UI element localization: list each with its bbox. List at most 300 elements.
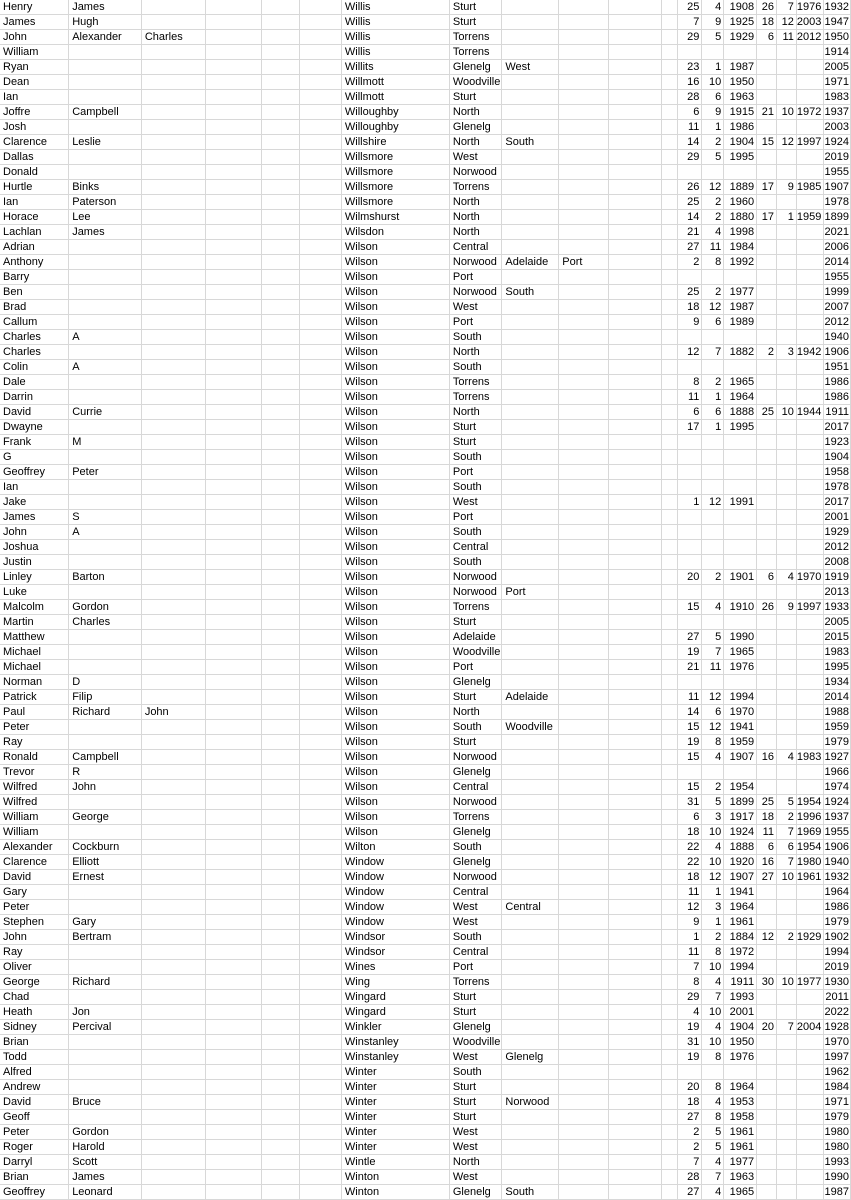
empty-cell[interactable] [299, 825, 341, 840]
empty-cell[interactable] [608, 405, 661, 420]
year2-cell[interactable] [796, 510, 823, 525]
empty-cell[interactable] [206, 465, 262, 480]
empty-cell[interactable] [661, 1155, 677, 1170]
third-name-cell[interactable] [141, 90, 206, 105]
final-year-cell[interactable]: 1983 [824, 646, 849, 658]
year2-cell[interactable] [796, 630, 823, 645]
month2-cell[interactable] [776, 555, 796, 570]
empty-cell[interactable] [206, 525, 262, 540]
district1-cell[interactable]: Sturt [449, 690, 502, 705]
final-year-cell[interactable]: 1979 [824, 736, 849, 748]
third-name-cell[interactable] [141, 690, 206, 705]
empty-cell[interactable] [206, 825, 262, 840]
day1-cell[interactable]: 7 [677, 960, 702, 975]
third-name-cell[interactable] [141, 630, 206, 645]
day1-cell[interactable] [677, 165, 702, 180]
district1-cell[interactable]: Sturt [449, 615, 502, 630]
month2-cell[interactable]: 7 [776, 0, 796, 15]
district2-cell[interactable] [502, 495, 559, 510]
surname-cell[interactable]: Wing [341, 975, 449, 990]
district3-cell[interactable] [559, 135, 609, 150]
empty-cell[interactable] [262, 435, 299, 450]
month1-cell[interactable]: 4 [702, 840, 724, 855]
district2-cell[interactable]: Adelaide [502, 690, 559, 705]
district2-cell[interactable] [502, 600, 559, 615]
day2-cell[interactable]: 12 [757, 930, 777, 945]
surname-cell[interactable]: Wilson [341, 660, 449, 675]
third-name-cell[interactable] [141, 825, 206, 840]
first-name-cell[interactable]: Anthony [0, 255, 69, 270]
surname-cell[interactable]: Willmott [341, 90, 449, 105]
first-name-cell[interactable]: Dale [0, 375, 69, 390]
year1-cell[interactable]: 1972 [724, 945, 757, 960]
month2-cell[interactable] [776, 390, 796, 405]
empty-cell[interactable] [299, 60, 341, 75]
empty-cell[interactable] [299, 195, 341, 210]
empty-cell[interactable] [206, 540, 262, 555]
district2-cell[interactable] [502, 510, 559, 525]
final-year-cell[interactable]: 1924 [824, 796, 849, 808]
empty-cell[interactable] [206, 1065, 262, 1080]
empty-cell[interactable] [661, 30, 677, 45]
empty-cell[interactable] [206, 330, 262, 345]
month1-cell[interactable]: 2 [702, 285, 724, 300]
district1-cell[interactable]: Torrens [449, 975, 502, 990]
day1-cell[interactable]: 28 [677, 90, 702, 105]
empty-cell[interactable] [299, 990, 341, 1005]
day2-cell[interactable] [757, 495, 777, 510]
empty-cell[interactable] [299, 420, 341, 435]
empty-cell[interactable] [206, 150, 262, 165]
day2-cell[interactable] [757, 585, 777, 600]
first-name-cell[interactable]: Luke [0, 585, 69, 600]
surname-cell[interactable]: Willis [341, 0, 449, 15]
day1-cell[interactable]: 9 [677, 315, 702, 330]
first-name-cell[interactable]: John [0, 30, 69, 45]
month1-cell[interactable] [702, 45, 724, 60]
final-year-cell[interactable]: 1979 [824, 916, 849, 928]
middle-name-cell[interactable] [69, 120, 142, 135]
month1-cell[interactable]: 10 [702, 825, 724, 840]
empty-cell[interactable] [608, 195, 661, 210]
third-name-cell[interactable] [141, 480, 206, 495]
empty-cell[interactable] [608, 0, 661, 15]
district3-cell[interactable] [559, 1005, 609, 1020]
year2-cell[interactable]: 1997 [796, 135, 823, 150]
empty-cell[interactable] [608, 855, 661, 870]
district2-cell[interactable] [502, 870, 559, 885]
year1-cell[interactable]: 1964 [724, 1080, 757, 1095]
first-name-cell[interactable]: Ryan [0, 60, 69, 75]
empty-cell[interactable] [206, 495, 262, 510]
final-year-cell[interactable]: 1980 [824, 1126, 849, 1138]
final-year-cell[interactable]: 2017 [824, 421, 849, 433]
empty-cell[interactable] [608, 435, 661, 450]
empty-cell[interactable] [661, 390, 677, 405]
third-name-cell[interactable] [141, 1020, 206, 1035]
first-name-cell[interactable]: Paul [0, 705, 69, 720]
day2-cell[interactable] [757, 765, 777, 780]
surname-cell[interactable]: Winter [341, 1080, 449, 1095]
empty-cell[interactable] [262, 630, 299, 645]
first-name-cell[interactable]: Barry [0, 270, 69, 285]
empty-cell[interactable] [608, 1155, 661, 1170]
district2-cell[interactable] [502, 1110, 559, 1125]
day1-cell[interactable]: 2 [677, 1125, 702, 1140]
middle-name-cell[interactable] [69, 285, 142, 300]
final-year-cell[interactable]: 1928 [824, 1021, 849, 1033]
empty-cell[interactable] [262, 1065, 299, 1080]
day1-cell[interactable]: 7 [677, 15, 702, 30]
third-name-cell[interactable] [141, 150, 206, 165]
district3-cell[interactable] [559, 720, 609, 735]
district3-cell[interactable] [559, 330, 609, 345]
empty-cell[interactable] [661, 465, 677, 480]
district3-cell[interactable] [559, 930, 609, 945]
district3-cell[interactable] [559, 615, 609, 630]
month1-cell[interactable]: 4 [702, 600, 724, 615]
empty-cell[interactable] [262, 105, 299, 120]
month2-cell[interactable] [776, 300, 796, 315]
month2-cell[interactable]: 10 [776, 105, 796, 120]
empty-cell[interactable] [299, 315, 341, 330]
year1-cell[interactable] [724, 1065, 757, 1080]
empty-cell[interactable] [206, 435, 262, 450]
empty-cell[interactable] [262, 150, 299, 165]
empty-cell[interactable] [661, 585, 677, 600]
year1-cell[interactable]: 1910 [724, 600, 757, 615]
empty-cell[interactable] [608, 1020, 661, 1035]
third-name-cell[interactable] [141, 210, 206, 225]
empty-cell[interactable] [299, 135, 341, 150]
district1-cell[interactable]: Sturt [449, 15, 502, 30]
year2-cell[interactable] [796, 330, 823, 345]
month1-cell[interactable]: 12 [702, 300, 724, 315]
empty-cell[interactable] [206, 600, 262, 615]
middle-name-cell[interactable] [69, 720, 142, 735]
year1-cell[interactable]: 1915 [724, 105, 757, 120]
empty-cell[interactable] [608, 60, 661, 75]
final-year-cell[interactable]: 2005 [824, 61, 849, 73]
middle-name-cell[interactable] [69, 1080, 142, 1095]
empty-cell[interactable] [608, 915, 661, 930]
day1-cell[interactable] [677, 585, 702, 600]
year1-cell[interactable]: 1964 [724, 390, 757, 405]
empty-cell[interactable] [661, 945, 677, 960]
middle-name-cell[interactable]: Cockburn [69, 840, 142, 855]
month1-cell[interactable]: 2 [702, 375, 724, 390]
district1-cell[interactable]: South [449, 840, 502, 855]
day2-cell[interactable] [757, 525, 777, 540]
surname-cell[interactable]: Window [341, 915, 449, 930]
year1-cell[interactable]: 1925 [724, 15, 757, 30]
district2-cell[interactable] [502, 225, 559, 240]
empty-cell[interactable] [299, 1110, 341, 1125]
year1-cell[interactable]: 1995 [724, 420, 757, 435]
month2-cell[interactable] [776, 450, 796, 465]
day2-cell[interactable] [757, 780, 777, 795]
day1-cell[interactable]: 27 [677, 240, 702, 255]
month1-cell[interactable]: 12 [702, 180, 724, 195]
middle-name-cell[interactable] [69, 375, 142, 390]
empty-cell[interactable] [299, 270, 341, 285]
empty-cell[interactable] [608, 555, 661, 570]
middle-name-cell[interactable] [69, 75, 142, 90]
month2-cell[interactable] [776, 240, 796, 255]
month2-cell[interactable] [776, 990, 796, 1005]
first-name-cell[interactable]: Sidney [0, 1020, 69, 1035]
empty-cell[interactable] [262, 1020, 299, 1035]
first-name-cell[interactable]: Heath [0, 1005, 69, 1020]
month2-cell[interactable]: 4 [776, 750, 796, 765]
day2-cell[interactable] [757, 1080, 777, 1095]
district2-cell[interactable]: South [502, 285, 559, 300]
day1-cell[interactable]: 6 [677, 810, 702, 825]
district3-cell[interactable] [559, 585, 609, 600]
first-name-cell[interactable]: Justin [0, 555, 69, 570]
middle-name-cell[interactable]: Richard [69, 975, 142, 990]
district1-cell[interactable]: Port [449, 660, 502, 675]
empty-cell[interactable] [661, 285, 677, 300]
third-name-cell[interactable] [141, 450, 206, 465]
surname-cell[interactable]: Wilson [341, 435, 449, 450]
final-year-cell[interactable]: 1919 [824, 571, 849, 583]
middle-name-cell[interactable] [69, 270, 142, 285]
first-name-cell[interactable]: David [0, 870, 69, 885]
district3-cell[interactable] [559, 870, 609, 885]
empty-cell[interactable] [661, 1050, 677, 1065]
first-name-cell[interactable]: Stephen [0, 915, 69, 930]
district3-cell[interactable] [559, 0, 609, 15]
empty-cell[interactable] [608, 105, 661, 120]
year2-cell[interactable] [796, 165, 823, 180]
empty-cell[interactable] [262, 60, 299, 75]
final-year-cell[interactable]: 1974 [824, 781, 849, 793]
district1-cell[interactable]: South [449, 525, 502, 540]
month2-cell[interactable] [776, 270, 796, 285]
empty-cell[interactable] [262, 720, 299, 735]
district2-cell[interactable] [502, 735, 559, 750]
empty-cell[interactable] [661, 630, 677, 645]
district3-cell[interactable] [559, 480, 609, 495]
third-name-cell[interactable] [141, 1170, 206, 1185]
empty-cell[interactable] [206, 240, 262, 255]
district3-cell[interactable] [559, 435, 609, 450]
middle-name-cell[interactable] [69, 795, 142, 810]
surname-cell[interactable]: Window [341, 900, 449, 915]
empty-cell[interactable] [206, 135, 262, 150]
day2-cell[interactable] [757, 675, 777, 690]
empty-cell[interactable] [608, 690, 661, 705]
empty-cell[interactable] [262, 645, 299, 660]
district2-cell[interactable]: Adelaide [502, 255, 559, 270]
final-year-cell[interactable]: 1923 [824, 436, 849, 448]
surname-cell[interactable]: Wilson [341, 690, 449, 705]
middle-name-cell[interactable]: Charles [69, 615, 142, 630]
month1-cell[interactable] [702, 510, 724, 525]
district2-cell[interactable] [502, 1125, 559, 1140]
empty-cell[interactable] [608, 600, 661, 615]
day2-cell[interactable]: 18 [757, 810, 777, 825]
empty-cell[interactable] [262, 690, 299, 705]
empty-cell[interactable] [299, 870, 341, 885]
day1-cell[interactable]: 31 [677, 1035, 702, 1050]
day1-cell[interactable]: 9 [677, 915, 702, 930]
day2-cell[interactable] [757, 225, 777, 240]
month1-cell[interactable]: 10 [702, 1035, 724, 1050]
first-name-cell[interactable]: William [0, 810, 69, 825]
month1-cell[interactable]: 5 [702, 795, 724, 810]
surname-cell[interactable]: Wilson [341, 360, 449, 375]
empty-cell[interactable] [206, 690, 262, 705]
empty-cell[interactable] [299, 495, 341, 510]
empty-cell[interactable] [608, 960, 661, 975]
month1-cell[interactable]: 4 [702, 1020, 724, 1035]
empty-cell[interactable] [299, 1005, 341, 1020]
empty-cell[interactable] [299, 720, 341, 735]
third-name-cell[interactable] [141, 390, 206, 405]
empty-cell[interactable] [262, 840, 299, 855]
day1-cell[interactable]: 11 [677, 885, 702, 900]
third-name-cell[interactable] [141, 990, 206, 1005]
empty-cell[interactable] [206, 120, 262, 135]
district2-cell[interactable] [502, 165, 559, 180]
empty-cell[interactable] [262, 660, 299, 675]
middle-name-cell[interactable]: Paterson [69, 195, 142, 210]
month2-cell[interactable]: 9 [776, 180, 796, 195]
district1-cell[interactable]: West [449, 1170, 502, 1185]
district1-cell[interactable]: Sturt [449, 435, 502, 450]
month1-cell[interactable]: 5 [702, 30, 724, 45]
middle-name-cell[interactable]: Leslie [69, 135, 142, 150]
year2-cell[interactable]: 1997 [796, 600, 823, 615]
empty-cell[interactable] [299, 945, 341, 960]
empty-cell[interactable] [262, 255, 299, 270]
surname-cell[interactable]: Winter [341, 1140, 449, 1155]
year1-cell[interactable]: 1904 [724, 1020, 757, 1035]
month2-cell[interactable] [776, 705, 796, 720]
district3-cell[interactable] [559, 390, 609, 405]
district3-cell[interactable]: Port [559, 255, 609, 270]
final-year-cell[interactable]: 1933 [824, 601, 849, 613]
empty-cell[interactable] [262, 270, 299, 285]
empty-cell[interactable] [299, 705, 341, 720]
month2-cell[interactable] [776, 765, 796, 780]
surname-cell[interactable]: Wilson [341, 810, 449, 825]
year1-cell[interactable]: 1994 [724, 960, 757, 975]
month2-cell[interactable] [776, 645, 796, 660]
year2-cell[interactable] [796, 780, 823, 795]
empty-cell[interactable] [206, 270, 262, 285]
month2-cell[interactable]: 9 [776, 600, 796, 615]
first-name-cell[interactable]: Frank [0, 435, 69, 450]
empty-cell[interactable] [299, 1125, 341, 1140]
day1-cell[interactable]: 20 [677, 570, 702, 585]
year1-cell[interactable] [724, 555, 757, 570]
district2-cell[interactable] [502, 960, 559, 975]
year1-cell[interactable] [724, 465, 757, 480]
year2-cell[interactable]: 1959 [796, 210, 823, 225]
district3-cell[interactable] [559, 90, 609, 105]
year2-cell[interactable] [796, 90, 823, 105]
district2-cell[interactable] [502, 1140, 559, 1155]
third-name-cell[interactable] [141, 510, 206, 525]
district2-cell[interactable] [502, 825, 559, 840]
empty-cell[interactable] [206, 900, 262, 915]
empty-cell[interactable] [206, 1005, 262, 1020]
year1-cell[interactable]: 1961 [724, 1140, 757, 1155]
month2-cell[interactable] [776, 1035, 796, 1050]
empty-cell[interactable] [262, 495, 299, 510]
middle-name-cell[interactable]: James [69, 0, 142, 15]
day2-cell[interactable] [757, 465, 777, 480]
district3-cell[interactable] [559, 1125, 609, 1140]
empty-cell[interactable] [262, 945, 299, 960]
surname-cell[interactable]: Wilton [341, 840, 449, 855]
empty-cell[interactable] [262, 420, 299, 435]
month2-cell[interactable]: 11 [776, 30, 796, 45]
district3-cell[interactable] [559, 915, 609, 930]
day1-cell[interactable]: 26 [677, 180, 702, 195]
middle-name-cell[interactable] [69, 885, 142, 900]
year2-cell[interactable] [796, 225, 823, 240]
empty-cell[interactable] [608, 780, 661, 795]
empty-cell[interactable] [608, 990, 661, 1005]
day1-cell[interactable]: 1 [677, 930, 702, 945]
empty-cell[interactable] [206, 510, 262, 525]
district2-cell[interactable] [502, 750, 559, 765]
year1-cell[interactable]: 1986 [724, 120, 757, 135]
district2-cell[interactable] [502, 180, 559, 195]
day1-cell[interactable]: 19 [677, 735, 702, 750]
month2-cell[interactable]: 2 [776, 930, 796, 945]
final-year-cell[interactable]: 1983 [824, 91, 849, 103]
district2-cell[interactable]: Central [502, 900, 559, 915]
district1-cell[interactable]: Torrens [449, 180, 502, 195]
middle-name-cell[interactable]: Gordon [69, 1125, 142, 1140]
month1-cell[interactable]: 11 [702, 660, 724, 675]
year1-cell[interactable]: 1907 [724, 750, 757, 765]
district3-cell[interactable] [559, 105, 609, 120]
third-name-cell[interactable] [141, 1110, 206, 1125]
year2-cell[interactable]: 1980 [796, 855, 823, 870]
third-name-cell[interactable] [141, 900, 206, 915]
district1-cell[interactable]: North [449, 135, 502, 150]
empty-cell[interactable] [299, 150, 341, 165]
district1-cell[interactable]: South [449, 720, 502, 735]
district3-cell[interactable] [559, 660, 609, 675]
empty-cell[interactable] [299, 405, 341, 420]
empty-cell[interactable] [206, 1095, 262, 1110]
day2-cell[interactable]: 17 [757, 210, 777, 225]
district1-cell[interactable]: West [449, 900, 502, 915]
surname-cell[interactable]: Wines [341, 960, 449, 975]
empty-cell[interactable] [262, 45, 299, 60]
empty-cell[interactable] [661, 675, 677, 690]
day1-cell[interactable]: 19 [677, 1020, 702, 1035]
district3-cell[interactable] [559, 900, 609, 915]
month2-cell[interactable]: 1 [776, 210, 796, 225]
empty-cell[interactable] [262, 165, 299, 180]
third-name-cell[interactable] [141, 765, 206, 780]
district1-cell[interactable]: Torrens [449, 390, 502, 405]
day1-cell[interactable]: 14 [677, 135, 702, 150]
empty-cell[interactable] [299, 630, 341, 645]
empty-cell[interactable] [661, 120, 677, 135]
month1-cell[interactable]: 8 [702, 945, 724, 960]
middle-name-cell[interactable]: Percival [69, 1020, 142, 1035]
day1-cell[interactable] [677, 480, 702, 495]
